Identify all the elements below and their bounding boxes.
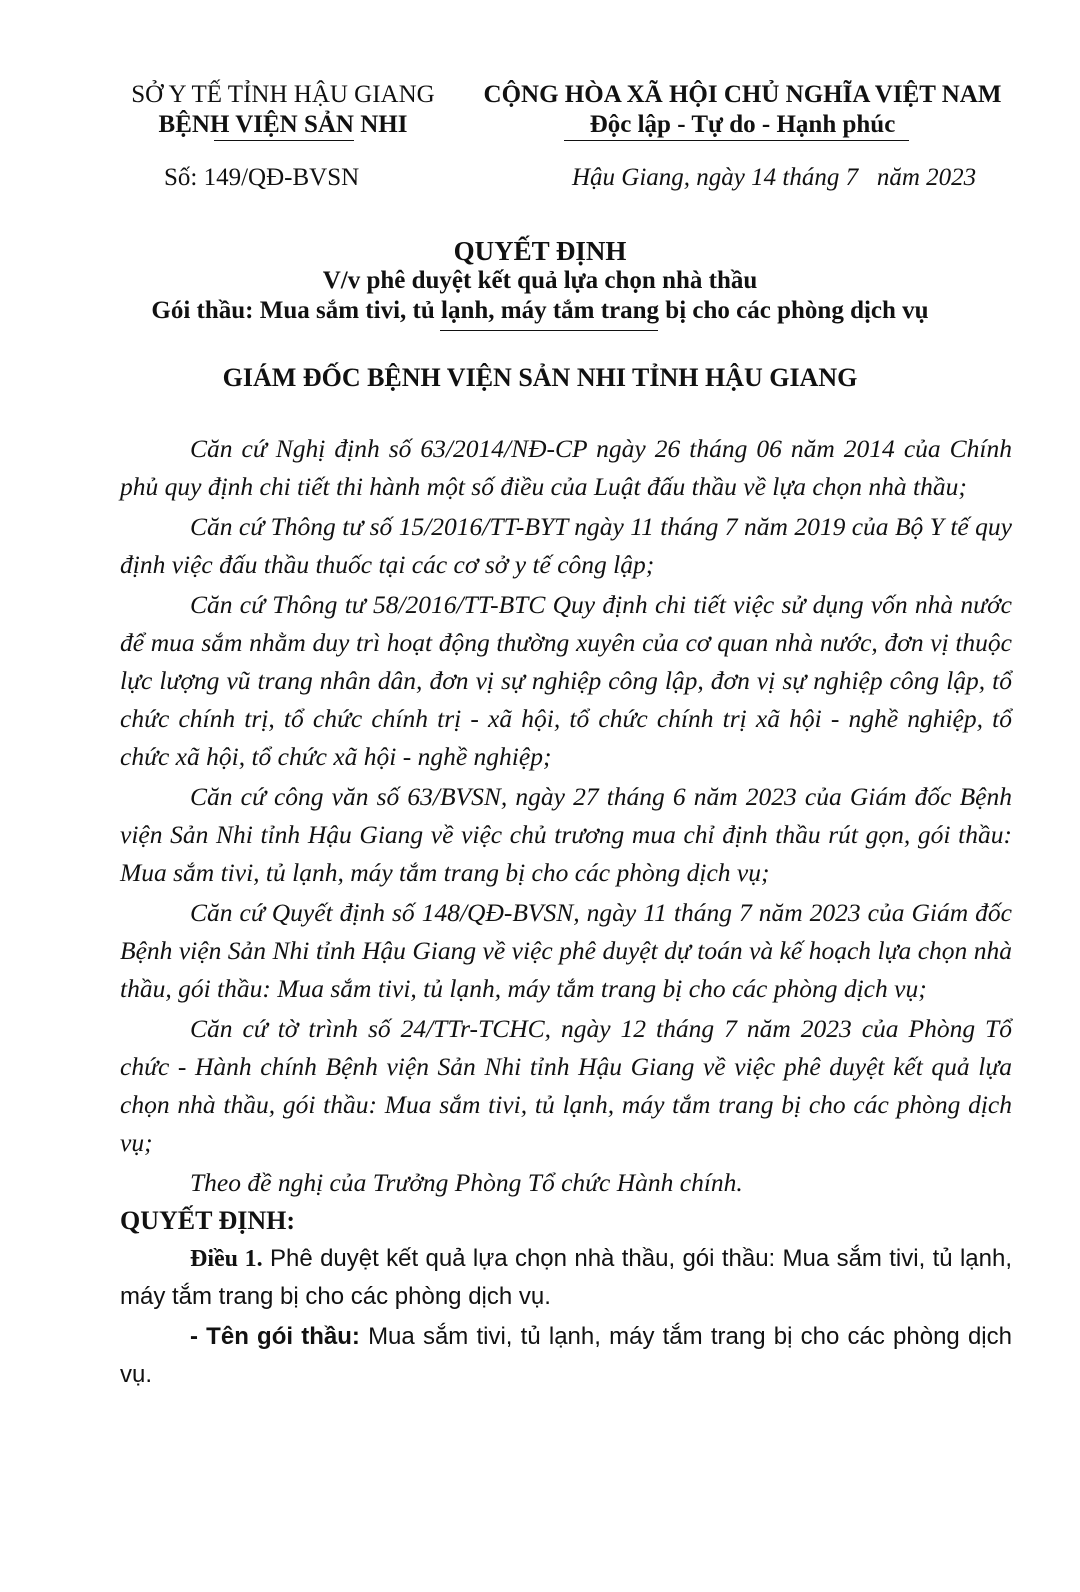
document-title [0, 236, 1080, 326]
article-1-label: Điều 1. [190, 1246, 263, 1272]
agency-underline [214, 140, 354, 141]
article-1-text: Phê duyệt kết quả lựa chọn nhà thầu, gói thầu: Mua sắm tivi, tủ lạnh, máy tắm trang bị cho các phòng dịch vụ. [120, 1245, 1013, 1310]
title-package: Gói thầu: Mua sắm tivi, tủ lạnh, máy tắm trang bị cho các phòng dịch vụ [151, 297, 929, 324]
agency-line-1: SỞ Y TẾ TỈNH HẬU GIANG [131, 81, 435, 108]
ground-4: Căn cứ công văn số 63/BVSN, ngày 27 tháng 6 năm 2023 của Giám đốc Bệnh viện Sản Nhi tỉnh Hậu Giang về việc chủ trương mua chỉ định thầu rút gọn, gói thầu: Mua sắm tivi, tủ lạnh, máy tắm trang bị cho các phòng dịch vụ; [120, 782, 1012, 887]
issuer-line: GIÁM ĐỐC BỆNH VIỆN SẢN NHI TỈNH HẬU GIANG [222, 363, 858, 392]
national-header [470, 80, 1015, 140]
ground-6: Căn cứ tờ trình số 24/TTr-TCHC, ngày 12 tháng 7 năm 2023 của Phòng Tổ chức - Hành chính Bệnh viện Sản Nhi tỉnh Hậu Giang về việc phê duyệt kết quả lựa chọn nhà thầu, gói thầu: Mua sắm tivi, tủ lạnh, máy tắm trang bị cho các phòng dịch vụ; [120, 1014, 1012, 1157]
country-name: CỘNG HÒA XÃ HỘI CHỦ NGHĨA VIỆT NAM [483, 81, 1002, 108]
title-underline [440, 330, 658, 331]
package-name-text: Mua sắm tivi, tủ lạnh, máy tắm trang bị cho các phòng dịch vụ. [120, 1323, 1012, 1388]
ground-5: Căn cứ Quyết định số 148/QĐ-BVSN, ngày 11 tháng 7 năm 2023 của Giám đốc Bệnh viện Sản Nhi tỉnh Hậu Giang về việc phê duyệt dự toán và kế hoạch lựa chọn nhà thầu, gói thầu: Mua sắm tivi, tủ lạnh, máy tắm trang bị cho các phòng dịch vụ; [120, 898, 1012, 1003]
ground-2: Căn cứ Thông tư số 15/2016/TT-BYT ngày 11 tháng 7 năm 2019 của Bộ Y tế quy định việc đấu thầu thuốc tại các cơ sở y tế công lập; [120, 512, 1012, 579]
package-name [120, 1318, 1012, 1394]
agency-header [118, 80, 448, 140]
package-name-label: - Tên gói thầu: [190, 1323, 360, 1350]
ground-3: Căn cứ Thông tư 58/2016/TT-BTC Quy định chi tiết việc sử dụng vốn nhà nước để mua sắm nhằm duy trì hoạt động thường xuyên của cơ quan nhà nước, đơn vị thuộc lực lượng vũ trang nhân dân, đơn vị sự nghiệp công lập, đơn vị sự nghiệp công lập, tổ chức chính trị, tổ chức chính trị - xã hội, tổ chức chính trị xã hội - nghề nghiệp, tổ chức xã hội, tổ chức xã hội - nghề nghiệp; [120, 590, 1012, 771]
national-motto: Độc lập - Tự do - Hạnh phúc [589, 111, 896, 138]
agency-line-2: BỆNH VIỆN SẢN NHI [158, 111, 408, 138]
issue-date: Hậu Giang, ngày 14 tháng 7 năm 2023 [572, 164, 977, 191]
article-1 [120, 1240, 1012, 1316]
title-heading: QUYẾT ĐỊNH [453, 236, 627, 266]
reference-number: Số: 149/QĐ-BVSN [164, 164, 360, 191]
ground-7: Theo đề nghị của Trưởng Phòng Tổ chức Hành chính. [190, 1168, 743, 1197]
motto-underline [564, 140, 909, 141]
ground-1: Căn cứ Nghị định số 63/2014/NĐ-CP ngày 26 tháng 06 năm 2014 của Chính phủ quy định chi tiết thi hành một số điều của Luật đấu thầu về lựa chọn nhà thầu; [120, 434, 1012, 501]
document-body [120, 430, 1012, 1394]
title-subject: V/v phê duyệt kết quả lựa chọn nhà thầu [322, 267, 758, 294]
decision-heading: QUYẾT ĐỊNH: [120, 1206, 296, 1235]
